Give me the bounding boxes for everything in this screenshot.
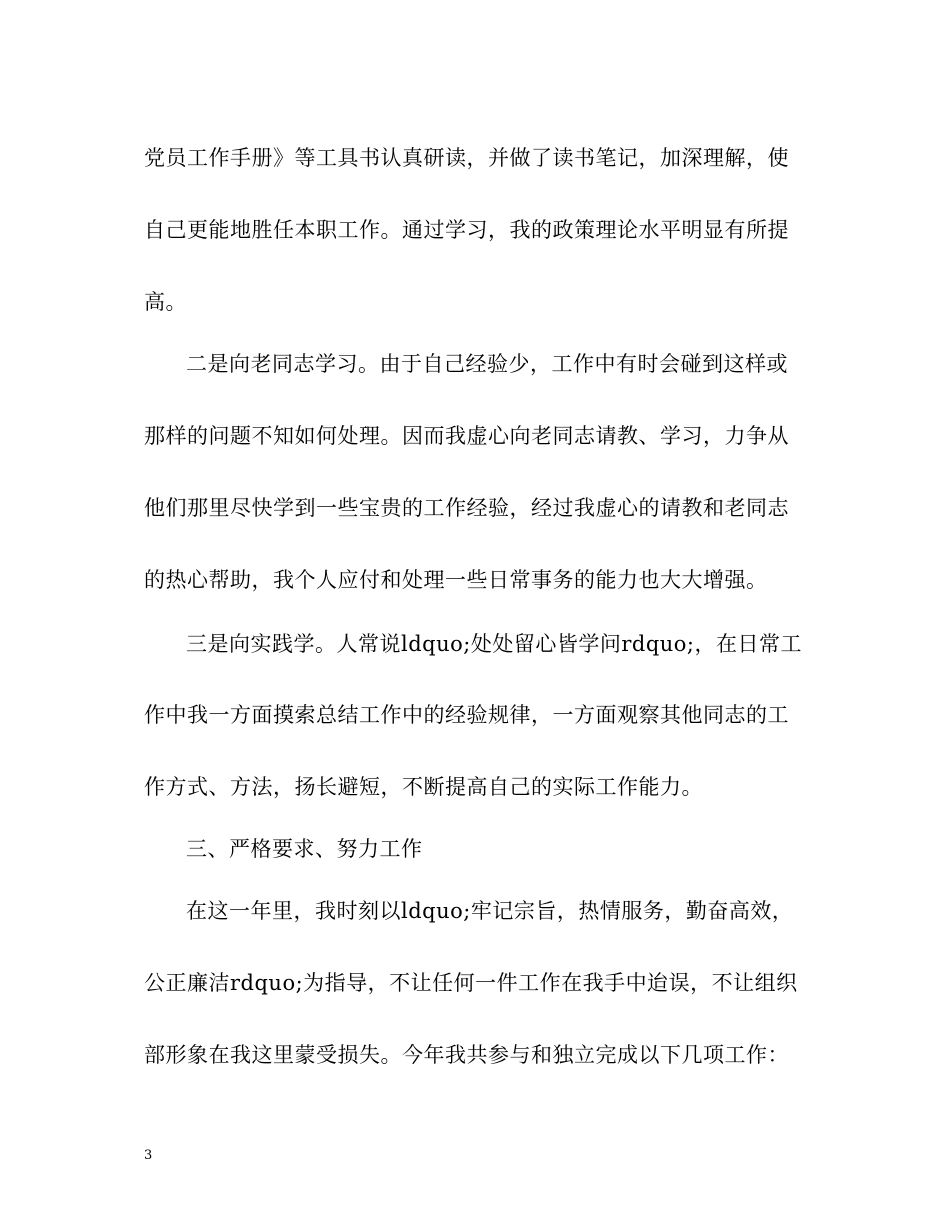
text-line-1: 党员工作手册》等工具书认真研读，并做了读书笔记，加深理解，使 xyxy=(144,146,789,170)
text-line-7: 的热心帮助，我个人应付和处理一些日常事务的能力也大大增强。 xyxy=(144,568,768,592)
text-line-5: 那样的问题不知如何处理。因而我虚心向老同志请教、学习，力争从 xyxy=(144,424,789,448)
text-line-13: 公正廉洁rdquo;为指导，不让任何一件工作在我手中迨误，不让组织 xyxy=(144,971,798,995)
text-line-12: 在这一年里，我时刻以ldquo;牢记宗旨，热情服务，勤奋高效， xyxy=(186,899,794,923)
text-line-3: 高。 xyxy=(144,290,187,314)
section-heading: 三、严格要求、努力工作 xyxy=(186,837,423,861)
text-line-14: 部形象在我这里蒙受损失。今年我共参与和独立完成以下几项工作： xyxy=(144,1043,789,1067)
text-line-4: 二是向老同志学习。由于自己经验少，工作中有时会碰到这样或 xyxy=(186,352,788,376)
text-line-6: 他们那里尽快学到一些宝贵的工作经验，经过我虚心的请教和老同志 xyxy=(144,496,789,520)
text-line-10: 作方式、方法，扬长避短，不断提高自己的实际工作能力。 xyxy=(144,775,703,799)
page-number: 3 xyxy=(144,1148,153,1163)
text-line-8: 三是向实践学。人常说ldquo;处处留心皆学问rdquo;，在日常工 xyxy=(186,632,803,656)
text-line-9: 作中我一方面摸索总结工作中的经验规律，一方面观察其他同志的工 xyxy=(144,703,789,727)
text-line-2: 自己更能地胜任本职工作。通过学习，我的政策理论水平明显有所提 xyxy=(144,218,789,242)
